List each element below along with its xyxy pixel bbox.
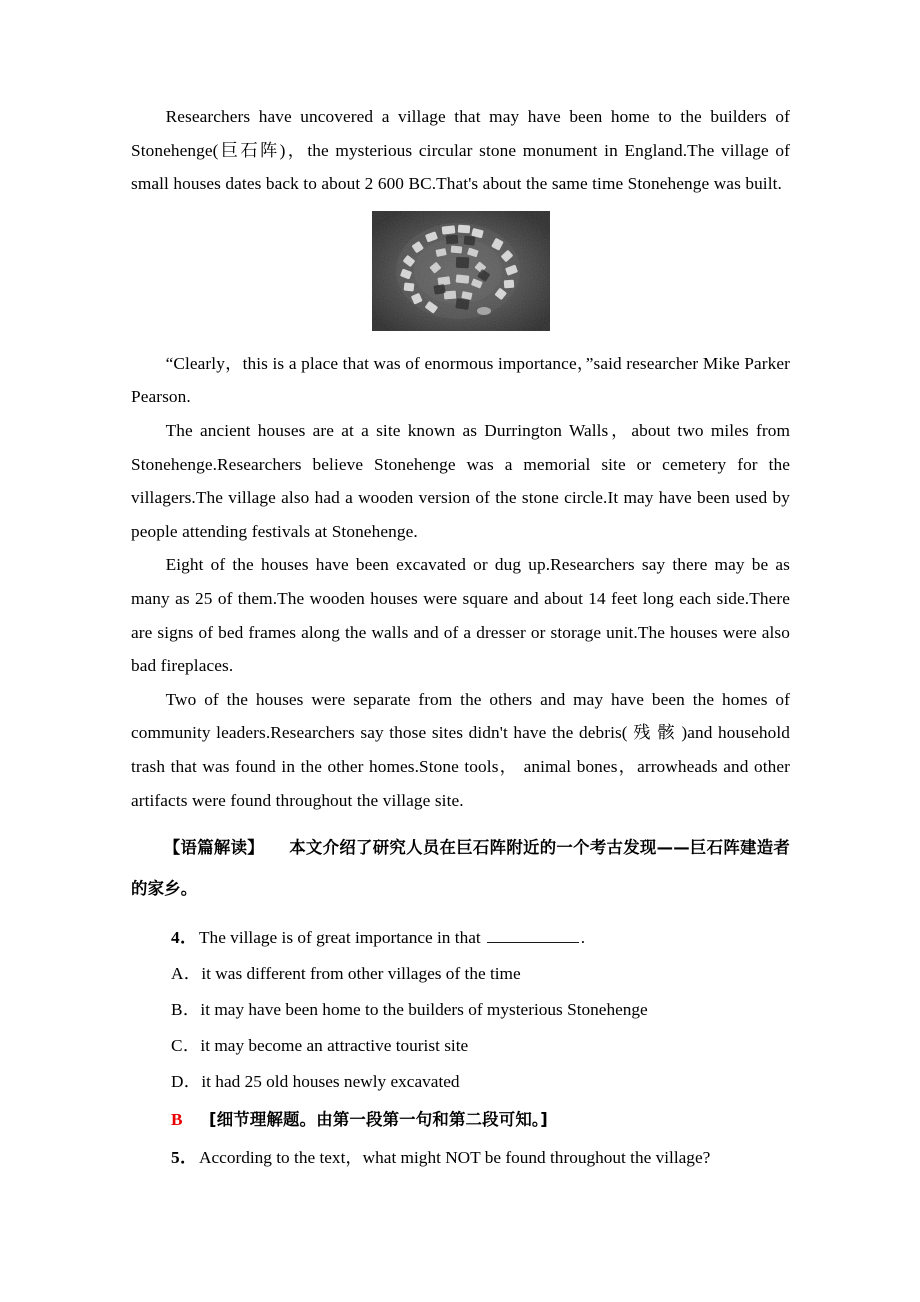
stonehenge-aerial-photo bbox=[371, 210, 551, 332]
reading-guide-text: 本文介绍了研究人员在巨石阵附近的一个考古发现——巨石阵建造者的家乡。 bbox=[131, 838, 791, 899]
question-4-option-d[interactable] bbox=[131, 1064, 790, 1100]
question-4-option-a[interactable] bbox=[131, 956, 790, 992]
stonehenge-photo-graphic bbox=[372, 211, 550, 331]
article-paragraph-4: Eight of the houses have been excavated or dug up.Researchers say there may be as many as 25 of them.The wooden houses were square and about 14 feet long each side.There are signs of bed frames along the walls and of a dresser or storage unit.The houses were also bad fireplaces. bbox=[131, 555, 790, 676]
question-4-stem bbox=[131, 920, 790, 956]
option-b-text: it may have been home to the builders of mysterious Stonehenge bbox=[200, 1000, 648, 1020]
question-4-number: 4． bbox=[171, 928, 198, 948]
question-5-text: According to the text，what might NOT be found throughout the village? bbox=[199, 1148, 711, 1168]
question-4-stem-text: The village is of great importance in that bbox=[199, 928, 481, 948]
question-4-text bbox=[199, 920, 790, 956]
article-paragraph-5: Two of the houses were separate from the others and may have been the homes of community leaders.Researchers say those sites didn't have the debris( 残 骸 )and household trash that was found in the other homes.Stone tools， animal bones，arrowheads and other artifacts were found throughout the village site. bbox=[131, 689, 790, 810]
question-4-answer bbox=[131, 1100, 790, 1140]
reading-guide-label: 【语篇解读】 bbox=[163, 838, 256, 858]
article-paragraph-2: “Clearly，this is a place that was of enormous importance，”said researcher Mike Parker Pearson. bbox=[131, 353, 790, 407]
option-c-label: C． bbox=[171, 1036, 201, 1056]
answer-blank[interactable] bbox=[487, 927, 579, 943]
option-a-label: A． bbox=[171, 964, 202, 984]
reading-guide bbox=[131, 827, 790, 909]
option-a-text: it was different from other villages of the time bbox=[201, 964, 521, 984]
answer-explanation: [细节理解题。由第一段第一句和第二段可知。] bbox=[209, 1110, 548, 1130]
question-5-number: 5． bbox=[171, 1148, 198, 1168]
option-b-label: B． bbox=[171, 1000, 201, 1020]
question-4-option-b[interactable] bbox=[131, 992, 790, 1028]
question-5-stem bbox=[131, 1140, 790, 1176]
article-paragraph-3: The ancient houses are at a site known as Durrington Walls，about two miles from Stonehenge.Researchers believe Stonehenge was a memorial site or cemetery for the villagers.The village also had a wooden version of the stone circle.It may have been used by people attending festivals at Stonehenge. bbox=[131, 420, 790, 541]
option-d-text: it had 25 old houses newly excavated bbox=[201, 1072, 460, 1092]
answer-key-badge: B bbox=[171, 1110, 183, 1130]
option-d-label: D． bbox=[171, 1072, 202, 1092]
page-content bbox=[131, 100, 790, 1176]
figure-container bbox=[131, 210, 790, 337]
question-block-4 bbox=[131, 920, 790, 1176]
option-c-text: it may become an attractive tourist site bbox=[200, 1036, 469, 1056]
question-4-option-c[interactable] bbox=[131, 1028, 790, 1064]
article-paragraph-1: Researchers have uncovered a village that may have been home to the builders of Stonehenge(巨石阵)，the mysterious circular stone monument in England.The village of small houses dates back to about 2 600 BC.That's about the same time Stonehenge was built. bbox=[131, 107, 790, 194]
question-4-stem-end: . bbox=[580, 928, 586, 948]
